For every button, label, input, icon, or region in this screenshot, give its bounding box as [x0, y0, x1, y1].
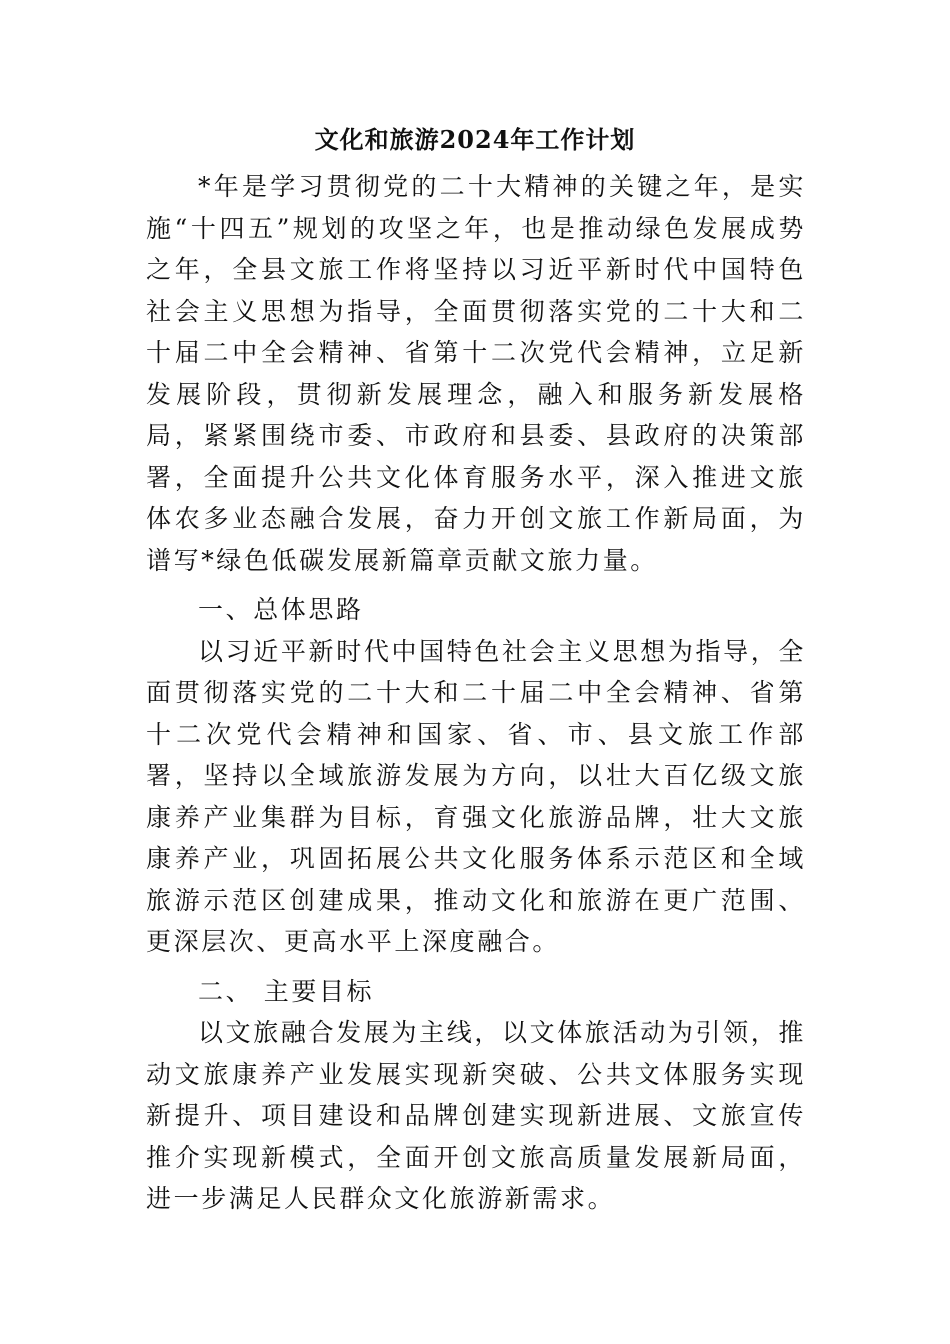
section-heading-overall-approach: 一、总体思路	[198, 595, 364, 624]
document-body	[146, 166, 806, 1220]
section-body-main-goals: 以文旅融合发展为主线，以文体旅活动为引领，推动文旅康养产业发展实现新突破、公共文体服务实现新提升、项目建设和品牌创建实现新进展、文旅宣传推介实现新模式，全面开创文旅高质量发展新局面，进一步满足人民群众文化旅游新需求。	[146, 1018, 806, 1213]
section-heading-main-goals: 二、 主要目标	[198, 976, 375, 1006]
section-body-overall-approach: 以习近平新时代中国特色社会主义思想为指导，全面贯彻落实党的二十大和二十届二中全会精神、省第十二次党代会精神和国家、省、市、县文旅工作部署，坚持以全域旅游发展为方向，以壮大百亿级文旅康养产业集群为目标，育强文化旅游品牌，壮大文旅康养产业，巩固拓展公共文化服务体系示范区和全域旅游示范区创建成果，推动文化和旅游在更广范围、更深层次、更高水平上深度融合。	[146, 636, 806, 956]
intro-paragraph: *年是学习贯彻党的二十大精神的关键之年，是实施“十四五”规划的攻坚之年，也是推动绿色发展成势之年，全县文旅工作将坚持以习近平新时代中国特色社会主义思想为指导，全面贯彻落实党的二十大和二十届二中全会精神、省第十二次党代会精神，立足新发展阶段，贯彻新发展理念，融入和服务新发展格局，紧紧围绕市委、市政府和县委、县政府的决策部署，全面提升公共文化体育服务水平，深入推进文旅体农多业态融合发展，奋力开创文旅工作新局面，为谱写*绿色低碳发展新篇章贡献文旅力量。	[146, 172, 806, 575]
document-title: 文化和旅游2024年工作计划	[314, 125, 636, 154]
